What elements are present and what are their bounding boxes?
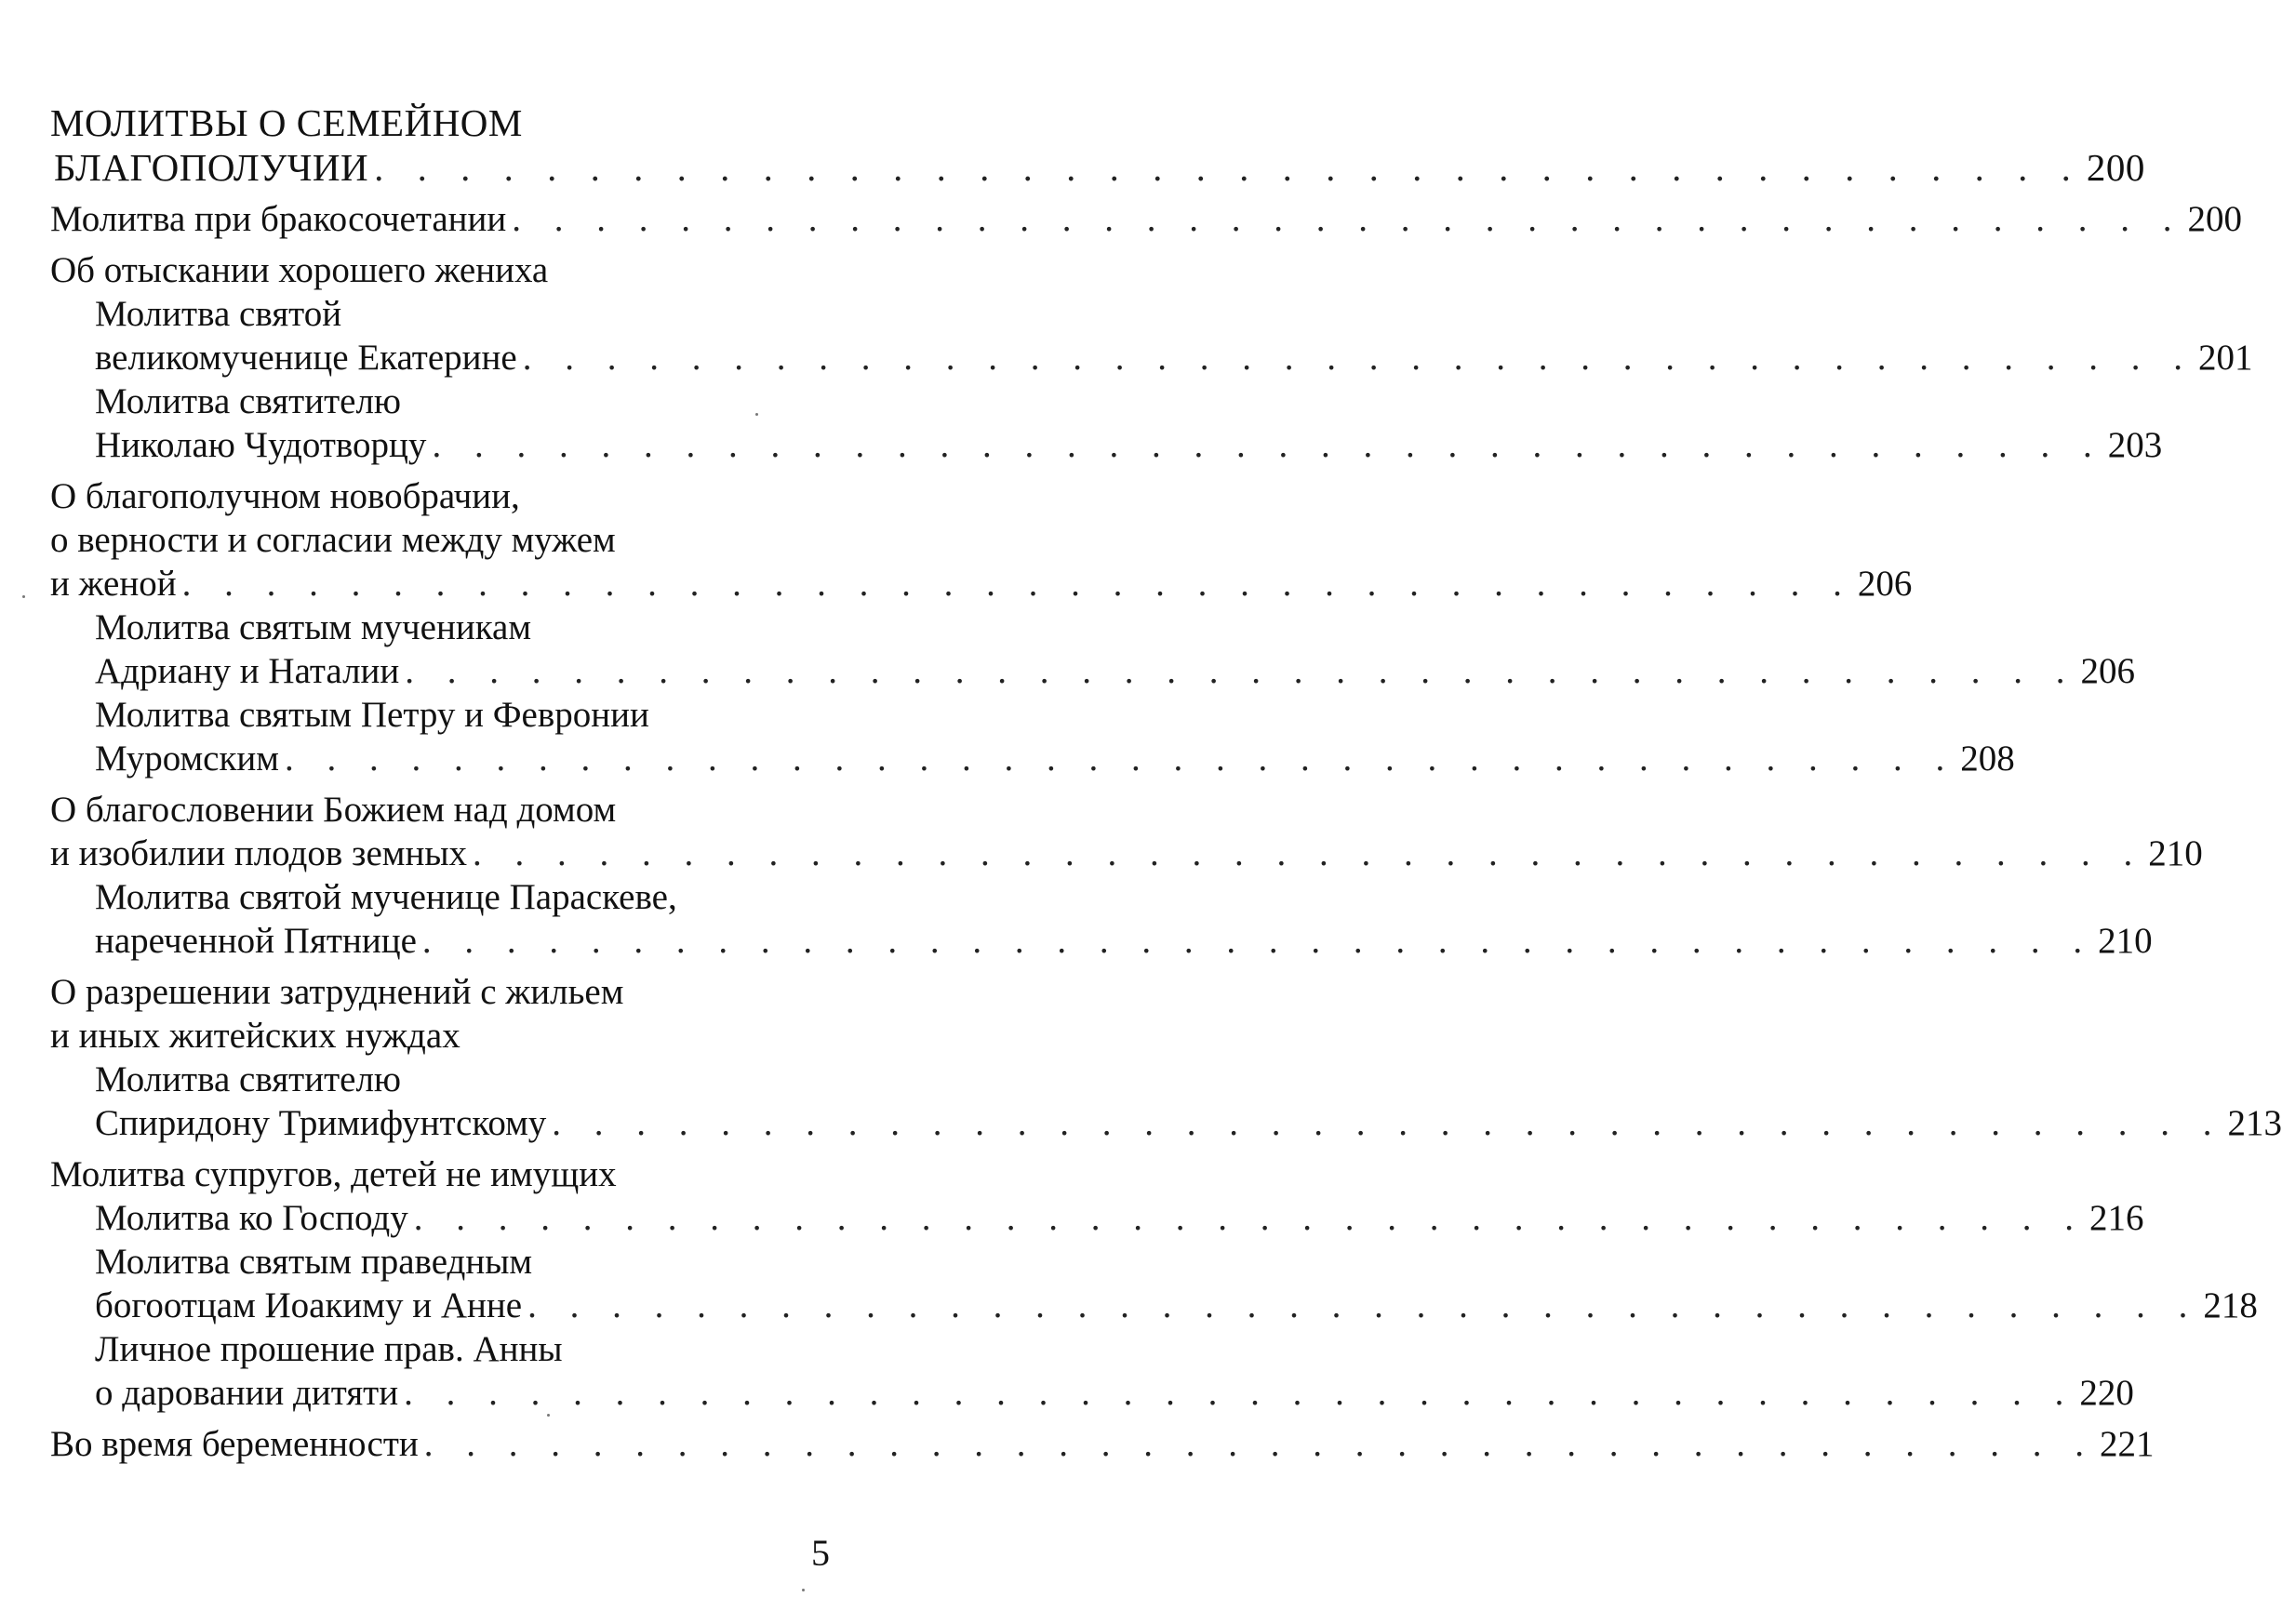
toc-line	[50, 562, 1913, 606]
toc-line	[50, 518, 837, 562]
dot-leader: . . . . . . . . . . . . . . . . . . . . . . . . . . . . . . . . . . . . . . . .	[552, 1103, 2224, 1143]
toc-line	[95, 919, 2153, 963]
toc-line	[50, 832, 2203, 875]
toc-line	[95, 379, 837, 423]
toc-line	[50, 145, 2145, 190]
page-number: 200	[2187, 199, 2243, 239]
toc-line	[95, 336, 2253, 379]
page-number: 213	[2227, 1103, 2282, 1143]
toc-subentry	[50, 292, 2253, 379]
entry-title-continued: великомученице Екатерине	[95, 338, 517, 378]
entry-title-continued: и иных житейских нуждах	[50, 1016, 460, 1056]
entry-title-continued: Спиридону Тримифунтскому	[95, 1103, 547, 1143]
toc-subentry	[50, 693, 2015, 780]
entry-title-continued: Муромским	[95, 739, 279, 779]
page-number: 210	[2098, 921, 2153, 961]
toc-line	[95, 693, 837, 737]
entry-title: Молитва ко Господу	[95, 1198, 408, 1238]
toc-line	[50, 788, 837, 832]
entry-title-continued: о верности и согласии между мужем	[50, 520, 616, 560]
toc-line	[95, 1058, 837, 1101]
toc-line	[95, 1371, 2134, 1415]
dot-leader: . . . . . . . . . . . . . . . . . . . . . . . . . . . . . . . . . . . . . . . .	[405, 651, 2077, 691]
toc-line	[50, 1014, 837, 1058]
toc-line	[95, 1284, 2258, 1327]
toc-group-heading	[50, 970, 837, 1058]
entry-title-continued: нареченной Пятнице	[95, 921, 417, 961]
toc-line	[50, 474, 837, 518]
toc-line	[95, 875, 837, 919]
dot-leader: . . . . . . . . . . . . . . . . . . . . . . . . . . . . . . . . . . . . . . . .	[181, 564, 1854, 604]
entry-title: Молитва святым праведным	[95, 1242, 533, 1282]
toc-line	[50, 197, 2243, 241]
toc-line	[95, 1327, 837, 1371]
toc-entry	[50, 474, 1913, 606]
toc-line	[95, 1101, 2282, 1145]
page-number: 210	[2148, 833, 2203, 873]
page-number: 221	[2099, 1424, 2155, 1464]
dot-leader: . . . . . . . . . . . . . . . . . . . . . . . . . . . . . . . . . . . . . . . .	[512, 199, 2184, 239]
toc-line	[95, 1240, 837, 1284]
page-number: 208	[1960, 739, 2015, 779]
entry-title-continued: и изобилии плодов земных	[50, 833, 468, 873]
entry-title: Молитва святым мученикам	[95, 607, 532, 647]
entry-title: Личное прошение прав. Анны	[95, 1329, 563, 1369]
toc-entry	[50, 788, 2203, 875]
dot-leader: . . . . . . . . . . . . . . . . . . . . . . . . . . . . . . . . . . . . . . . .	[473, 833, 2145, 873]
entry-title: Молитва святой	[95, 294, 342, 334]
scan-speck	[547, 1414, 550, 1417]
scan-speck	[755, 413, 758, 416]
page-number: 216	[2089, 1198, 2144, 1238]
entry-title: Молитва при бракосочетании	[50, 199, 507, 239]
entry-title-continued: о даровании дитяти	[95, 1373, 399, 1413]
toc-subentry	[50, 606, 2136, 693]
scan-speck	[802, 1589, 805, 1591]
toc-section-heading	[50, 100, 2145, 190]
toc-subentry	[50, 1196, 2144, 1240]
dot-leader: . . . . . . . . . . . . . . . . . . . . . . . . . . . . . . . . . . . . . . . .	[404, 1373, 2076, 1413]
toc-group-heading	[50, 248, 837, 292]
entry-title: Молитва супругов, детей не имущих	[50, 1154, 617, 1194]
toc-line	[50, 1422, 2155, 1466]
dot-leader: . . . . . . . . . . . . . . . . . . . . . . . . . . . . . . . . . . . . . . . .	[522, 338, 2195, 378]
toc-line	[50, 970, 837, 1014]
dot-leader: . . . . . . . . . . . . . . . . . . . . . . . . . . . . . . . . . . . . . . . .	[413, 1198, 2086, 1238]
entry-title-continued: Адриану и Наталии	[95, 651, 400, 691]
toc-subentry	[50, 1327, 2134, 1415]
page-number: 220	[2079, 1373, 2134, 1413]
dot-leader: . . . . . . . . . . . . . . . . . . . . . . . . . . . . . . . . . . . . . . . .	[423, 1424, 2096, 1464]
toc-subentry	[50, 1240, 2258, 1327]
page-number: 218	[2203, 1285, 2258, 1325]
entry-title: О разрешении затруднений с жильем	[50, 972, 624, 1012]
toc-entry	[50, 1422, 2155, 1466]
entry-title: Об отыскании хорошего жениха	[50, 250, 549, 290]
dot-leader: . . . . . . . . . . . . . . . . . . . . . . . . . . . . . . . . . . . . . . . .	[432, 425, 2104, 465]
toc-line	[95, 737, 2015, 780]
entry-title: О благословении Божием над домом	[50, 790, 617, 830]
toc-subentry	[50, 875, 2153, 963]
table-of-contents	[50, 100, 2282, 1466]
entry-title: Молитва святым Петру и Февронии	[95, 695, 649, 735]
entry-title: Молитва святой мученице Параскеве,	[95, 877, 677, 917]
entry-title-continued: Николаю Чудотворцу	[95, 425, 427, 465]
scan-speck	[22, 595, 25, 598]
entry-title-continued: и женой	[50, 564, 177, 604]
page-number: 206	[2080, 651, 2136, 691]
toc-line	[95, 292, 837, 336]
toc-entry	[50, 197, 2243, 241]
page-number: 200	[2086, 146, 2145, 189]
folio-page-number: 5	[811, 1532, 830, 1574]
page-number: 203	[2107, 425, 2163, 465]
toc-line	[95, 649, 2136, 693]
page-number: 206	[1857, 564, 1913, 604]
toc-subentry	[50, 379, 2163, 467]
dot-leader: . . . . . . . . . . . . . . . . . . . . . . . . . . . . . . . . . . . . . . . .	[374, 146, 2083, 189]
toc-line	[50, 248, 837, 292]
dot-leader: . . . . . . . . . . . . . . . . . . . . . . . . . . . . . . . . . . . . . . . .	[284, 739, 1957, 779]
toc-line	[95, 423, 2163, 467]
dot-leader: . . . . . . . . . . . . . . . . . . . . . . . . . . . . . . . . . . . . . . . .	[527, 1285, 2200, 1325]
entry-title: Молитва святителю	[95, 381, 402, 421]
entry-title: Во время беременности	[50, 1424, 419, 1464]
section-title-line-2: БЛАГОПОЛУЧИИ	[54, 146, 369, 189]
toc-line	[95, 1196, 2144, 1240]
toc-line	[50, 1152, 837, 1196]
entry-title: О благополучном новобрачии,	[50, 476, 520, 516]
toc-subentry	[50, 1058, 2282, 1145]
toc-line	[50, 100, 837, 145]
page-number: 201	[2197, 338, 2253, 378]
toc-group-heading	[50, 1152, 837, 1196]
section-title-line-1: МОЛИТВЫ О СЕМЕЙНОМ	[50, 101, 523, 144]
dot-leader: . . . . . . . . . . . . . . . . . . . . . . . . . . . . . . . . . . . . . . . .	[421, 921, 2095, 961]
entry-title: Молитва святителю	[95, 1059, 402, 1099]
toc-line	[95, 606, 837, 649]
entry-title-continued: богоотцам Иоакиму и Анне	[95, 1285, 523, 1325]
